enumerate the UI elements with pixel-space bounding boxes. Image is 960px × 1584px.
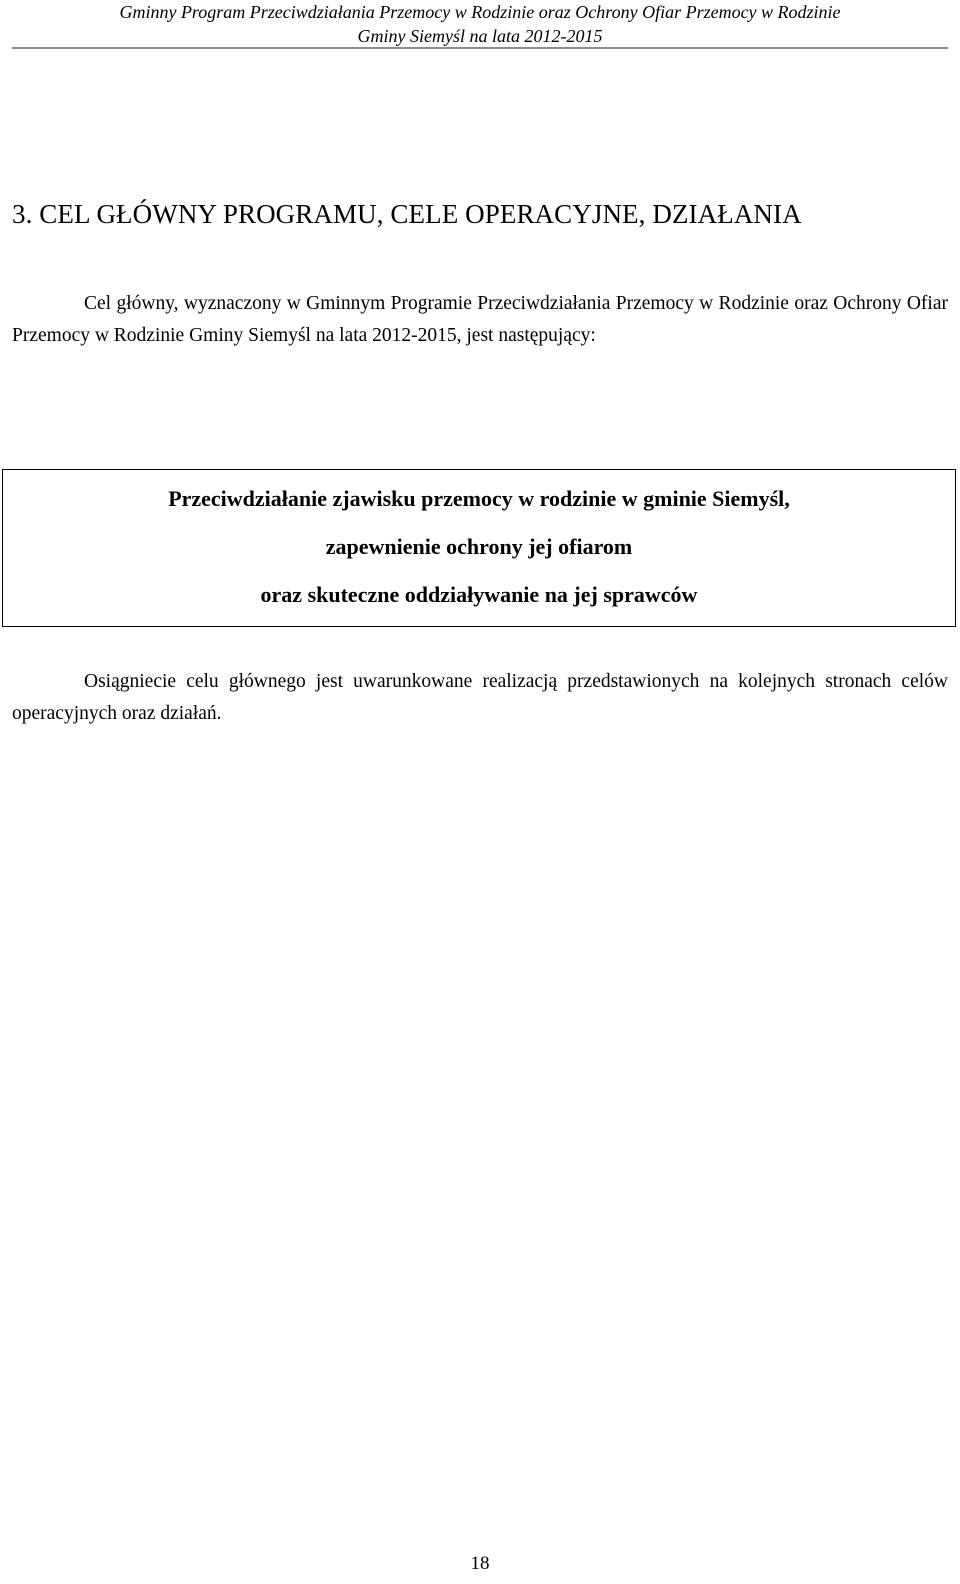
intro-paragraph: Cel główny, wyznaczony w Gminnym Programie Przeciwdziałania Przemocy w Rodzinie oraz Ochrony Ofiar Przemocy w Rodzinie Gminy Siemyśl na lata 2012-2015, jest następujący: (12, 293, 948, 346)
closing-paragraph: Osiągniecie celu głównego jest uwarunkowane realizacją przedstawionych na kolejnych stronach celów operacyjnych oraz działań. (12, 671, 948, 724)
page-header (12, 0, 948, 49)
header-line-2: Gminy Siemyśl na lata 2012-2015 (357, 26, 603, 46)
header-line-1: Gminny Program Przeciwdziałania Przemocy w Rodzinie oraz Ochrony Ofiar Przemocy w Rodzinie (119, 2, 841, 22)
main-goal-box (2, 469, 956, 627)
page-number: 18 (470, 1553, 490, 1574)
main-goal-line-2: zapewnienie ochrony jej ofiarom (325, 534, 633, 559)
main-goal-line-3: oraz skuteczne oddziaływanie na jej sprawców (260, 582, 698, 607)
main-goal-line-1: Przeciwdziałanie zjawisku przemocy w rodzinie w gminie Siemyśl, (168, 486, 790, 511)
section-title: 3. CEL GŁÓWNY PROGRAMU, CELE OPERACYJNE, DZIAŁANIA (12, 199, 802, 229)
